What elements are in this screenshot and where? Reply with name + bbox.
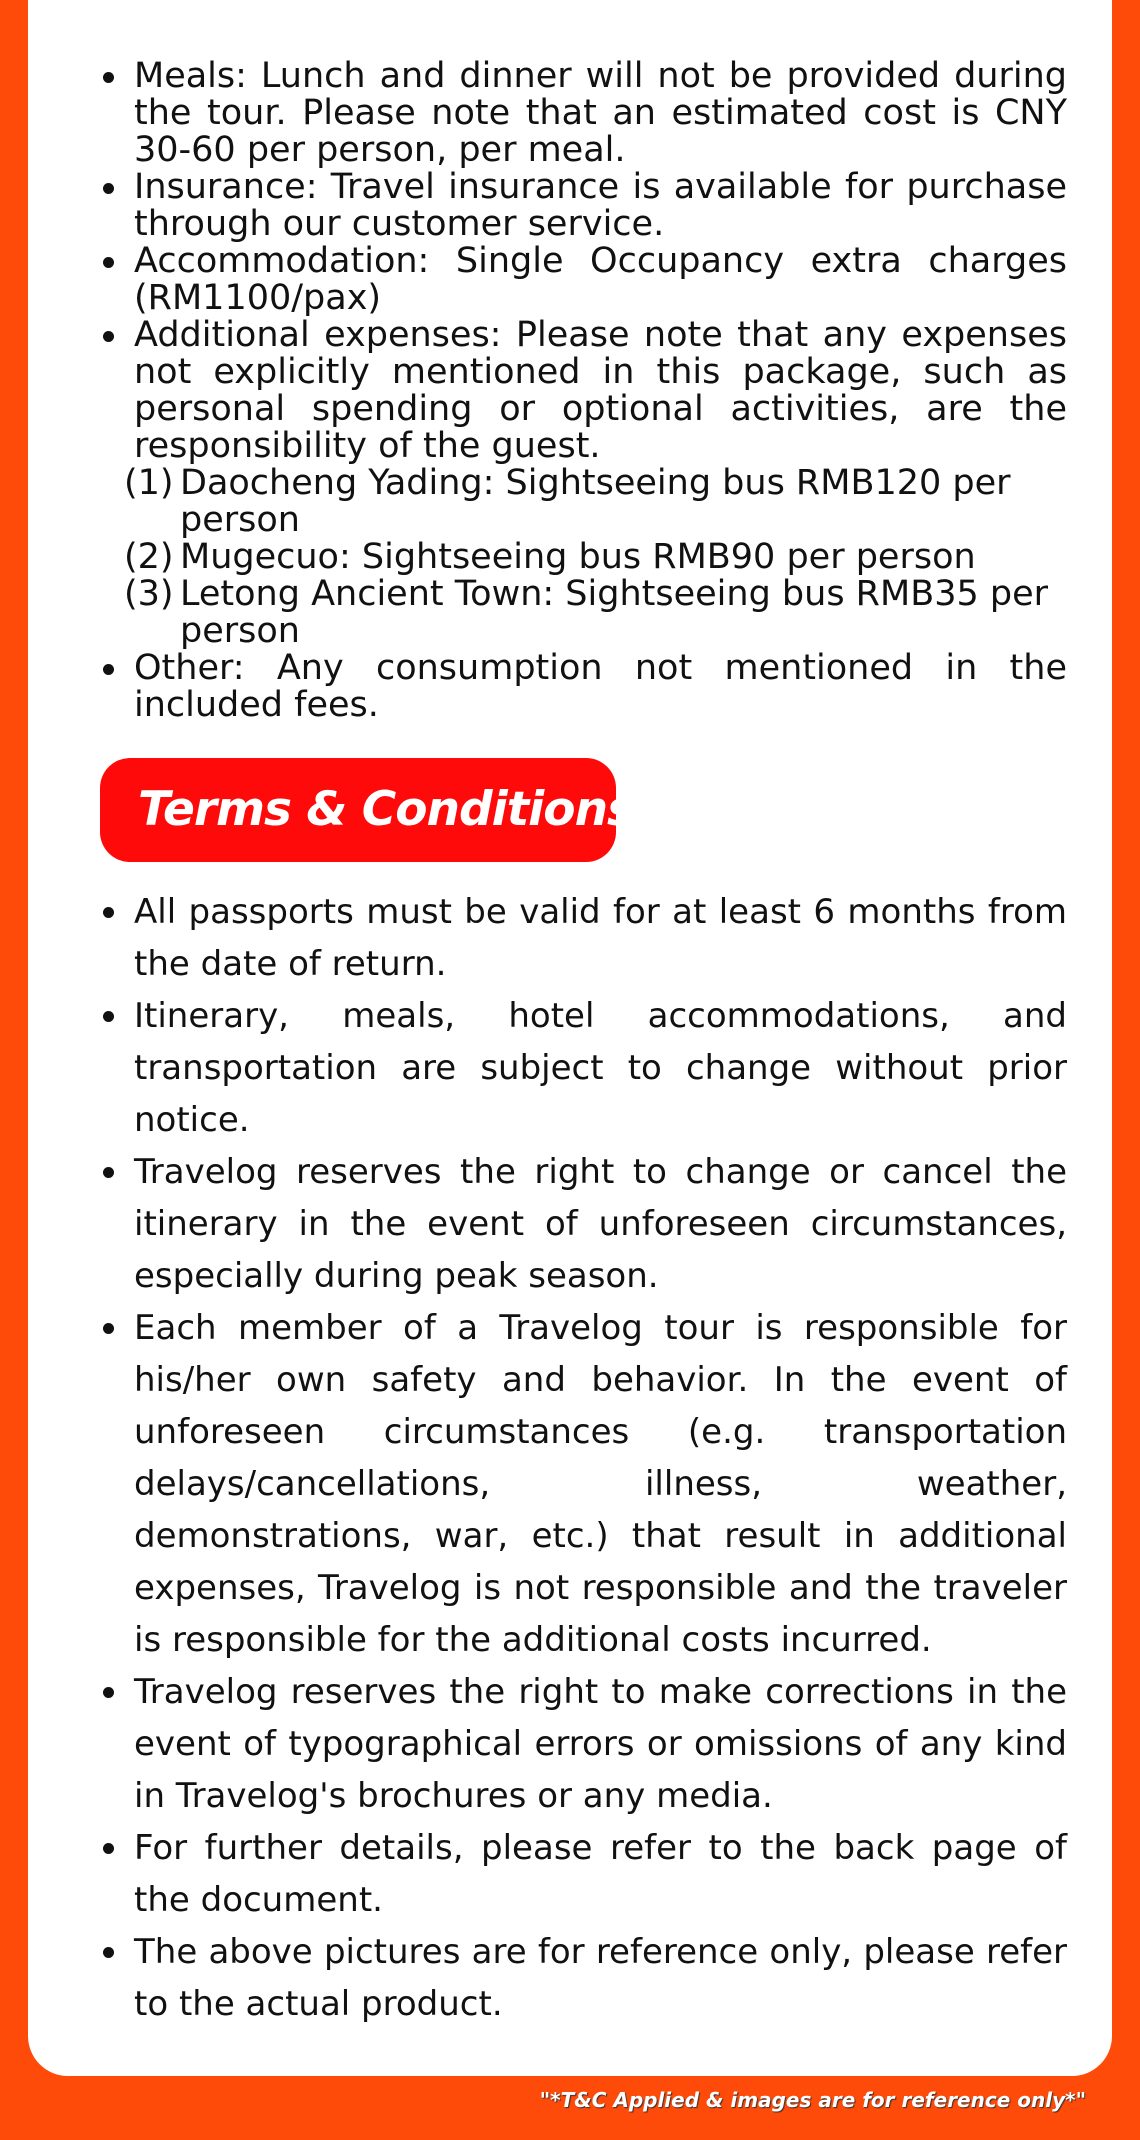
- optional-expenses-sublist: [124, 465, 1067, 650]
- footer-disclaimer: "*T&C Applied & images are for reference only*": [539, 2088, 1086, 2112]
- sub-list-item: [124, 576, 1067, 650]
- list-item: Meals: Lunch and dinner will not be provided during the tour. Please note that an estimated cost is CNY 30-60 per person, per meal.: [100, 58, 1067, 169]
- sub-item-number: (2): [124, 537, 174, 577]
- list-item: [100, 317, 1067, 650]
- sub-list-item: [124, 465, 1067, 539]
- terms-item: All passports must be valid for at least 6 months from the date of return.: [100, 886, 1067, 990]
- sub-item-number: (3): [124, 574, 174, 614]
- sub-item-text: Daocheng Yading: Sightseeing bus RMB120 per person: [180, 463, 1011, 540]
- sub-list-item: [124, 539, 1067, 576]
- list-item: Insurance: Travel insurance is available for purchase through our customer service.: [100, 169, 1067, 243]
- exclusions-list: [100, 58, 1067, 724]
- list-item-text: Additional expenses: Please note that any expenses not explicitly mentioned in this package, such as personal spending or optional activities, are the responsibility of the guest.: [134, 315, 1067, 466]
- terms-item: The above pictures are for reference only, please refer to the actual product.: [100, 1926, 1067, 2030]
- terms-item: For further details, please refer to the back page of the document.: [100, 1822, 1067, 1926]
- terms-item: Each member of a Travelog tour is responsible for his/her own safety and behavior. In the event of unforeseen circumstances (e.g. transportation delays/cancellations, illness, weather, demonstrations, war, etc.) that result in additional expenses, Travelog is not responsible and the traveler is responsible for the additional costs incurred.: [100, 1302, 1067, 1666]
- terms-item: Itinerary, meals, hotel accommodations, and transportation are subject to change without prior notice.: [100, 990, 1067, 1146]
- sub-item-number: (1): [124, 463, 174, 503]
- terms-heading: Terms & Conditions: [100, 758, 616, 862]
- terms-item: Travelog reserves the right to make corrections in the event of typographical errors or omissions of any kind in Travelog's brochures or any media.: [100, 1666, 1067, 1822]
- list-item: Accommodation: Single Occupancy extra charges (RM1100/pax): [100, 243, 1067, 317]
- sub-item-text: Mugecuo: Sightseeing bus RMB90 per person: [180, 537, 976, 577]
- sub-item-text: Letong Ancient Town: Sightseeing bus RMB35 per person: [180, 574, 1049, 651]
- list-item: Other: Any consumption not mentioned in the included fees.: [100, 650, 1067, 724]
- terms-list: [100, 886, 1067, 2030]
- terms-item: Travelog reserves the right to change or cancel the itinerary in the event of unforeseen circumstances, especially during peak season.: [100, 1146, 1067, 1302]
